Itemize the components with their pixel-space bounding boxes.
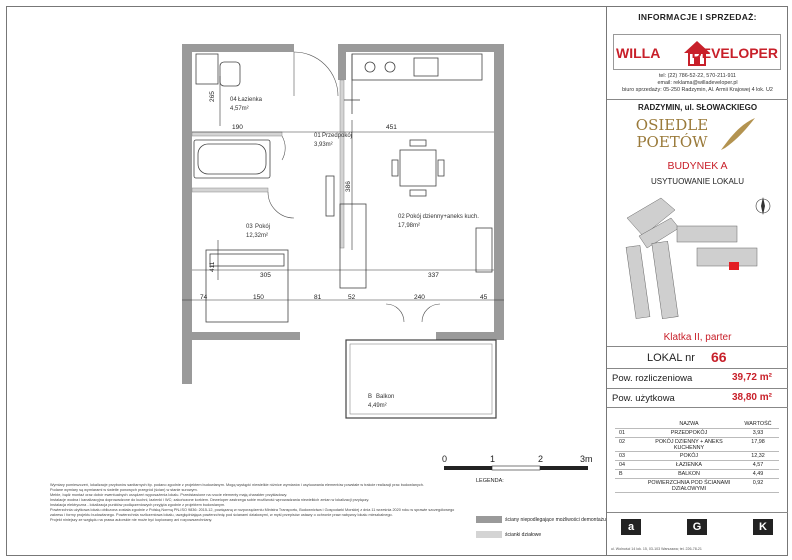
dim-45: 45 (480, 294, 488, 301)
bathtub (194, 140, 270, 178)
developer-logo (613, 34, 781, 70)
scale-label-0: 0 (442, 454, 448, 464)
compass-icon (756, 197, 770, 215)
architect-address: ul. Wolności 14 lok. 15, 03-103 Warszawa; tel. 226-78-21 (611, 547, 702, 551)
table-row: 02 POKÓJ DZIENNY + ANEKS KUCHENNY 17,98 (615, 438, 779, 452)
legend-swatch-partitions (476, 531, 502, 538)
logo-text-left: WILLA (616, 45, 661, 61)
svg-text:04: 04 (230, 97, 237, 103)
architect-block (607, 512, 788, 556)
unit-number: 66 (711, 349, 727, 365)
info-sidebar (607, 6, 788, 556)
dim-81: 81 (314, 294, 322, 301)
svg-text:4,57m²: 4,57m² (230, 106, 249, 112)
sink (414, 58, 438, 76)
architect-letter: G (687, 519, 707, 535)
table-row: 04 ŁAZIENKA 4,57 (615, 461, 779, 470)
note-item: Instalacje wodna i kanalizacyjna doprowadzone do kuchni, łazienki i WC; zakończone korkiem. Deweloper zastrzega sobie możliwość wprowadzania niewielkich zmian w lokalizacji przyłączy. (50, 498, 370, 502)
contact-phone: tel: (22) 786-52-22, 570-211-911 (658, 73, 737, 79)
area-settlement-row (607, 368, 788, 388)
architect-letter: K (753, 519, 773, 535)
toilet (220, 62, 240, 86)
svg-text:12,32m²: 12,32m² (246, 233, 269, 239)
legend-swatch-walls (476, 516, 502, 523)
svg-text:4,49m²: 4,49m² (368, 403, 387, 409)
tv-unit (476, 228, 492, 272)
svg-text:01: 01 (314, 133, 321, 139)
logo-text-right: DEVELOPER (691, 45, 778, 61)
wardrobe (326, 176, 334, 216)
info-header: INFORMACJE I SPRZEDAŻ: (638, 12, 757, 22)
dim-52: 52 (348, 294, 356, 301)
dim-386: 386 (345, 181, 352, 192)
osiedle-line-1: OSIEDLE (635, 116, 709, 134)
contact-info (607, 73, 788, 94)
note-item: Instalacja elektryczna - lokalizacja punktów podłączeniowych przyjęta zgodnie z projektem budowlanym. (50, 503, 226, 507)
note-item: Projekt niniejszy ze względu na prawa autorskie nie może być kopiowany ani rozpowszechniany. (50, 518, 213, 522)
table-row: POWIERZCHNIA POD ŚCIANAMI DZIAŁOWYMI 0,92 (615, 479, 779, 493)
legend-title: LEGENDA: (476, 478, 504, 484)
dim-305: 305 (260, 272, 271, 279)
wall-north-right (344, 44, 504, 52)
building-label: BUDYNEK A (667, 160, 728, 172)
note-item: Podane wymiary są wymiarami w świetle ponowych przegród (ścian) w stanie surowym. (50, 488, 198, 492)
area-settlement-label: Pow. rozliczeniowa (612, 373, 693, 384)
wall-south-right (436, 332, 504, 340)
room-living (398, 214, 479, 229)
unit-label: LOKAL nr (647, 352, 695, 364)
table-row: B BALKON 4,49 (615, 470, 779, 479)
table-row: 03 POKÓJ 12,32 (615, 452, 779, 461)
note-item: Wymiary pomieszczeń, lokalizacje przyborów sanitarnych itp. podano zgodnie z projektem budowlanym. Mogą wystąpić niewielkie różnice wymiarów i usytuowania elementów powstałe w trakcie realizacji prac budowlanych. (50, 483, 424, 487)
partition-bath (192, 132, 282, 136)
wall-north-left (182, 44, 294, 52)
note-item: Meble, bądź montaż oraz dobór ewentualnych urządzeń wyposażenia lokalu. Przedstawione na rzucie elementy mają charakter przykładowy. (50, 493, 288, 497)
svg-text:Łazienka: Łazienka (238, 97, 263, 103)
location-title: RADZYMIN, ul. SŁOWACKIEGO (637, 103, 758, 112)
svg-text:Balkon: Balkon (376, 394, 395, 400)
dim-150: 150 (253, 294, 264, 301)
dim-265: 265 (209, 91, 216, 102)
svg-text:03: 03 (246, 224, 253, 230)
room-hall (314, 133, 352, 148)
architect-letter: a (621, 519, 641, 535)
quill-icon (717, 116, 757, 152)
svg-text:17,98m²: 17,98m² (398, 223, 421, 229)
legend-label-partitions: ścianki działowe (505, 532, 542, 538)
area-usable-value: 38,80 m² (731, 392, 772, 403)
wall-core (338, 44, 346, 80)
rooms-table (615, 420, 779, 493)
note-item: Powierzchnia użytkowa lokalu obliczona została zgodnie z Polską Normą PN-ISO 9836: 2015-12, powiązaną w rozporządzeniu Ministra Transportu, Budownictwa i Gospodarki Morskiej z dnia 11 września 2020 roku w sprawie szczegółowego zakresu i formy projektu budowlanego. Powierzchnia rozliczeniowa lokalu, uwzględniająca powierzchnię pod ścianami działowymi, w myśl przepisów ustawy o ochronie praw nabywcy lokalu mieszkalnego. (50, 508, 455, 517)
dim-451: 451 (386, 124, 397, 131)
table-row: 01 PRZEDPOKÓJ 3,93 (615, 429, 779, 438)
scale-label-2: 2 (538, 454, 544, 464)
svg-text:Przedpokój: Przedpokój (322, 133, 353, 139)
lokal-divider (607, 346, 788, 347)
area-usable-row (607, 388, 788, 408)
scale-label-1: 1 (490, 454, 496, 464)
osiedle-line-2: POETÓW (636, 133, 708, 151)
staircase-label: Klatka II, parter (663, 332, 732, 343)
room-bathroom (230, 97, 263, 112)
svg-text:02: 02 (398, 214, 405, 220)
room-bedroom (246, 224, 270, 239)
entry-door-swing (294, 52, 338, 96)
site-map (613, 196, 783, 326)
room-balcony (368, 394, 394, 409)
dim-74: 74 (200, 294, 208, 301)
area-usable-label: Pow. użytkowa (612, 393, 675, 404)
dim-240: 240 (414, 294, 425, 301)
room-labels (230, 97, 479, 409)
dim-411: 411 (209, 261, 216, 272)
scale-bar (444, 466, 588, 470)
area-settlement-value: 39,72 m² (731, 372, 772, 383)
svg-text:3,93m²: 3,93m² (314, 142, 333, 148)
dim-190: 190 (232, 124, 243, 131)
scale-label-3: 3m (580, 454, 593, 464)
dim-337: 337 (428, 272, 439, 279)
partition-room (192, 188, 268, 192)
washbasin (196, 54, 218, 84)
wall-east (494, 44, 504, 338)
notes-block (50, 483, 468, 523)
legend-label-walls: ściany niepodlegające możliwości demontażu (505, 517, 606, 523)
osiedle-logo (627, 117, 717, 151)
contact-email: email: reklama@willadeveloper.pl (657, 80, 738, 86)
project-block (607, 100, 788, 332)
partition-mid (340, 80, 344, 248)
wall-south-left (182, 332, 300, 340)
dining-table (400, 150, 436, 186)
doors (268, 52, 440, 322)
developer-block (607, 6, 788, 100)
unit-highlight-marker (729, 262, 739, 270)
svg-text:Pokój: Pokój (255, 224, 271, 230)
partitions (192, 80, 344, 248)
location-subtitle: USYTUOWANIE LOKALU (650, 177, 745, 186)
svg-text:Pokój dzienny+aneks kuch.: Pokój dzienny+aneks kuch. (406, 214, 479, 220)
contact-address: biuro sprzedaży: 05-250 Radzymin, Al. Armii Krajowej 4 lok. U2 (622, 87, 773, 93)
table-header: NAZWA WARTOŚĆ (615, 420, 779, 429)
svg-text:B: B (368, 394, 373, 400)
